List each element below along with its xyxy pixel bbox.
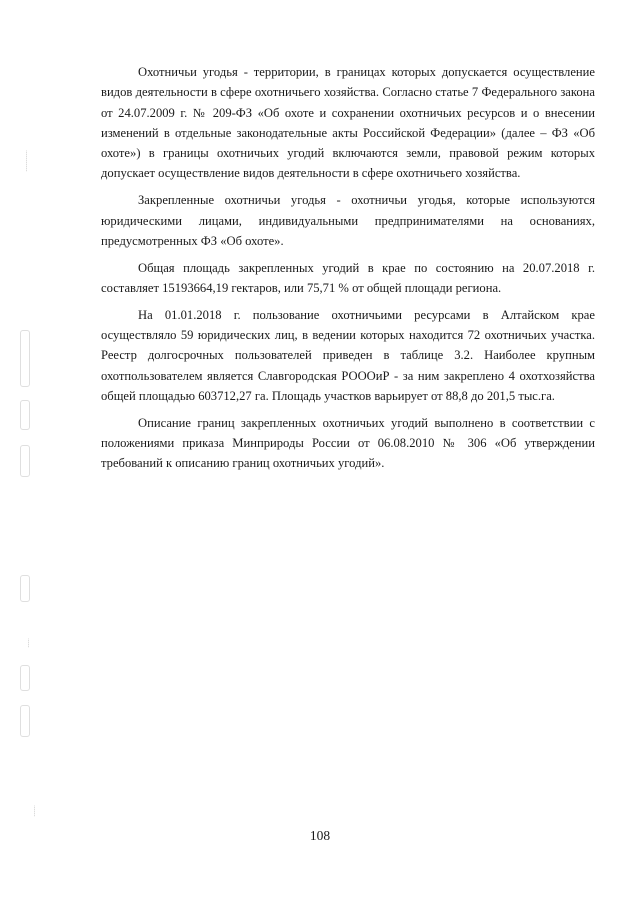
document-body [101, 62, 595, 480]
paragraph: Общая площадь закрепленных угодий в крае по состоянию на 20.07.2018 г. составляет 15193664,19 гектаров, или 75,71 % от общей площади региона. [101, 260, 595, 295]
page-number: 108 [309, 828, 331, 843]
scan-mark [20, 445, 30, 477]
paragraph: Закрепленные охотничьи угодья - охотничьи угодья, которые используются юридическими лицами, индивидуальными предпринимателями на основаниях, предусмотренных ФЗ «Об охоте». [101, 193, 595, 248]
scan-mark [20, 330, 30, 387]
scan-mark [28, 638, 30, 648]
scan-mark [20, 575, 30, 602]
scan-mark [26, 150, 28, 172]
paragraph: Охотничьи угодья - территории, в границах которых допускается осуществление видов деятельности в сфере охотничьего хозяйства. Согласно статье 7 Федерального закона от 24.07.2009 г. № 209-ФЗ «Об охоте и сохранении охотничьих ресурсов и о внесении изменений в отдельные законодательные акты Российской Федерации» (далее – ФЗ «Об охоте») в границы охотничьих угодий включаются земли, правовой режим которых допускает осуществление видов деятельности в сфере охотничьего хозяйства. [101, 65, 595, 181]
scan-mark [20, 400, 30, 430]
scan-mark [20, 705, 30, 737]
paragraph: На 01.01.2018 г. пользование охотничьими ресурсами в Алтайском крае осуществляло 59 юридических лиц, в ведении которых находится 72 охотничьих участка. Реестр долгосрочных пользователей приведен в таблице 3.2. Наиболее крупным охотпользователем является Славгородская РОООиР - за ним закреплено 4 охотхозяйства общей площадью 603712,27 га. Площадь участков варьирует от 88,8 до 201,5 тыс.га. [101, 307, 595, 403]
scan-mark [20, 665, 30, 691]
paragraph: Описание границ закрепленных охотничьих угодий выполнено в соответствии с положениями приказа Минприроды России от 06.08.2010 № 306 «Об утверждении требований к описанию границ охотничьих угодий». [101, 415, 595, 471]
scan-mark [34, 805, 36, 817]
